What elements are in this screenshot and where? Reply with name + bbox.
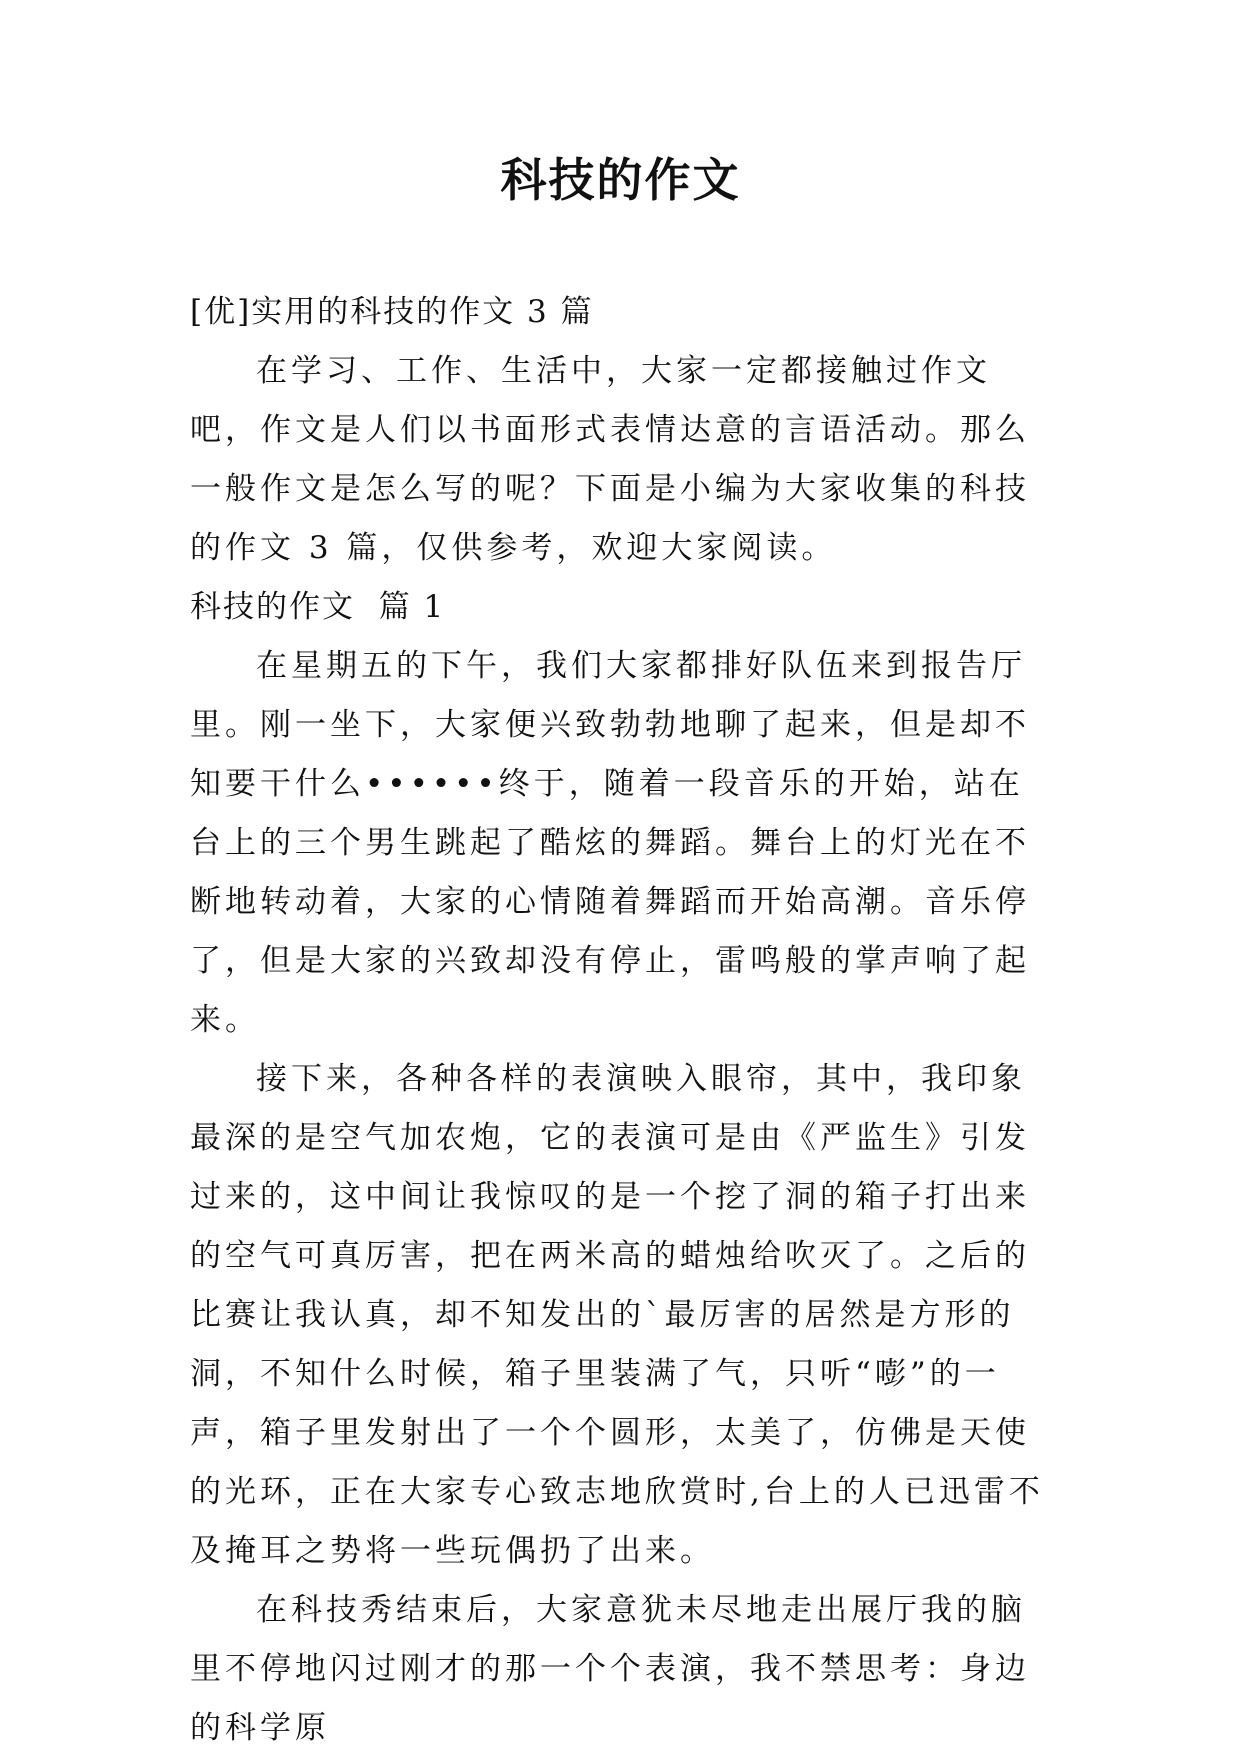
body-paragraph-3: 在科技秀结束后，大家意犹未尽地走出展厅我的脑里不停地闪过刚才的那一个个表演，我不禁思考：身边的科学原 (190, 1592, 1030, 1746)
body-paragraph-2: 接下来，各种各样的表演映入眼帘，其中，我印象最深的是空气加农炮，它的表演可是由《严监生》引发过来的，这中间让我惊叹的是一个挖了洞的箱子打出来的空气可真厉害，把在两米高的蜡烛给吹灭了。之后的比赛让我认真，却不知发出的`最厉害的居然是方形的洞，不知什么时候，箱子里装满了气，只听“嘭”的一声，箱子里发射出了一个个圆形，太美了，仿佛是天使的光环，正在大家专心致志地欣赏时,台上的人已迅雷不及掩耳之势将一些玩偶扔了出来。 (190, 1061, 1044, 1569)
document-body (190, 283, 1052, 1758)
document-title: 科技的作文 (500, 153, 741, 207)
document-subtitle: [优]实用的科技的作文 3 篇 (190, 294, 594, 330)
intro-paragraph: 在学习、工作、生活中，大家一定都接触过作文吧，作文是人们以书面形式表情达意的言语活动。那么一般作文是怎么写的呢？下面是小编为大家收集的科技的作文 3 篇，仅供参考，欢迎大家阅读。 (190, 353, 1030, 566)
body-paragraph-1: 在星期五的下午，我们大家都排好队伍来到报告厅里。刚一坐下，大家便兴致勃勃地聊了起来，但是却不知要干什么••••••终于，随着一段音乐的开始，站在台上的三个男生跳起了酷炫的舞蹈。舞台上的灯光在不断地转动着，大家的心情随着舞蹈而开始高潮。音乐停了，但是大家的兴致却没有停止，雷鸣般的掌声响了起来。 (190, 648, 1030, 1038)
section-heading: 科技的作文 篇 1 (190, 589, 446, 625)
